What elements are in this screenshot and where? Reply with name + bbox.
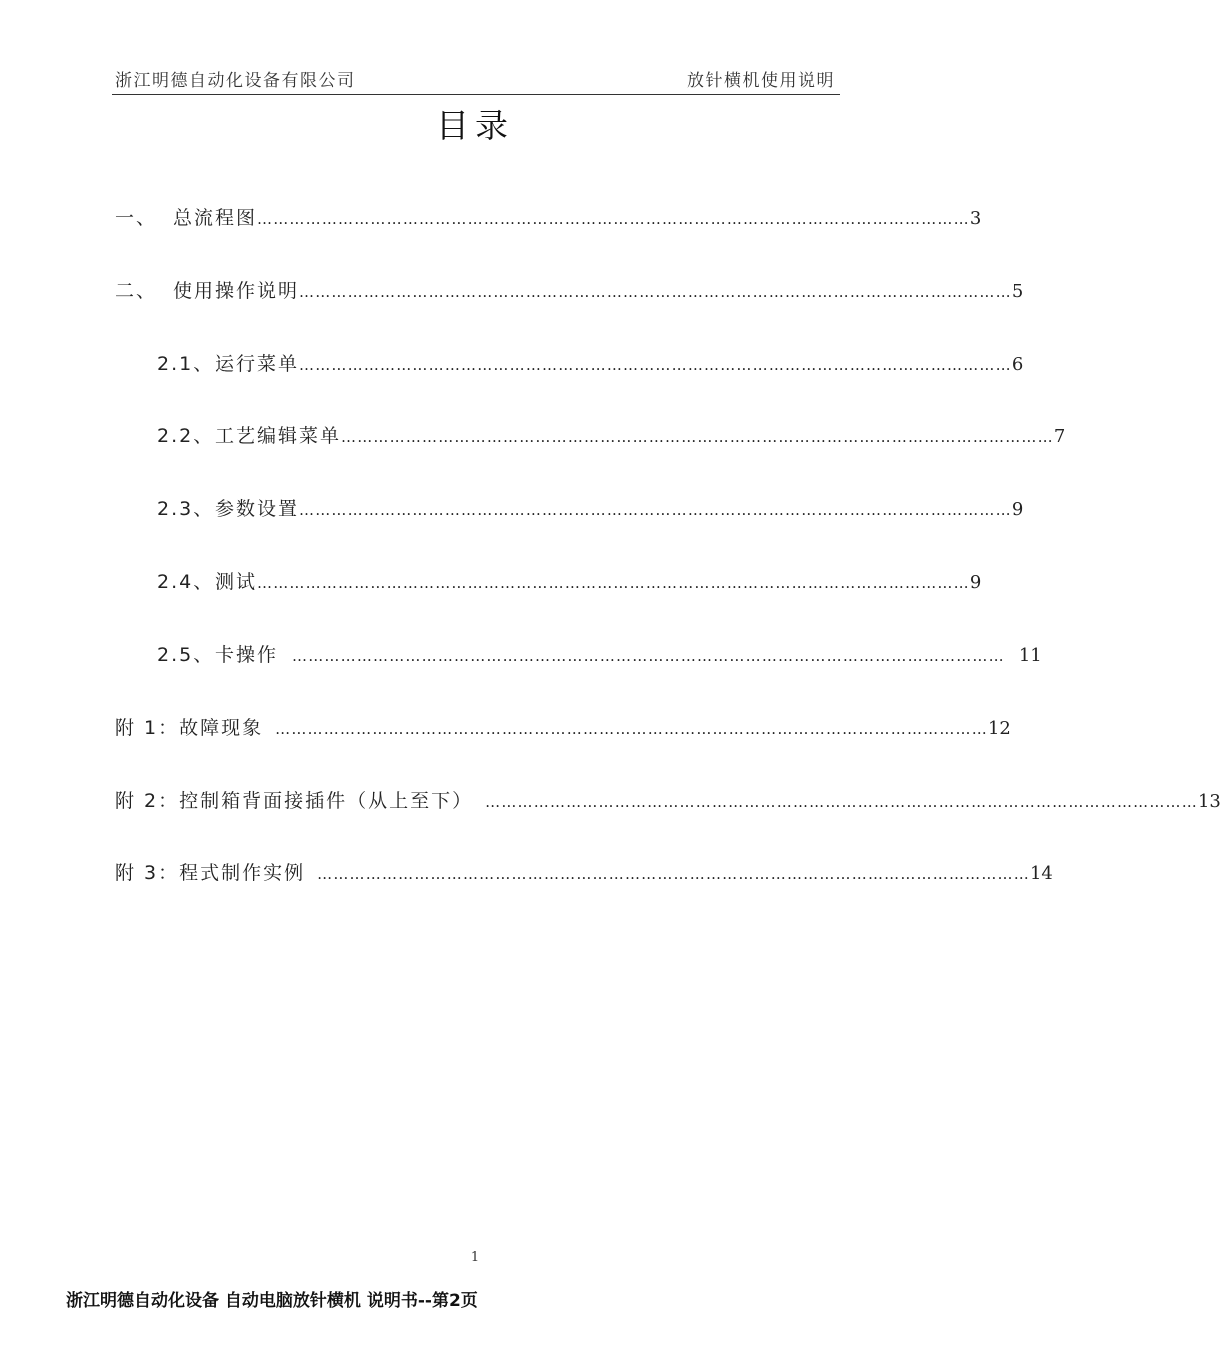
toc-entry-label: 工艺编辑菜单 — [215, 425, 342, 447]
toc-leader-dots: …………………………………………………………………………………………………………………… — [257, 210, 970, 228]
toc-entry[interactable] — [157, 349, 1024, 377]
toc-entry-number: 2.3、 — [157, 498, 215, 520]
toc-leader-dots: …………………………………………………………………………………………………………………… — [299, 356, 1012, 374]
toc-entry-page: 5 — [1011, 281, 1024, 302]
toc-entry[interactable] — [115, 786, 1221, 814]
toc-entry-label: 附 1：故障现象 — [115, 717, 264, 739]
toc-entry-label: 运行菜单 — [215, 353, 300, 375]
header-company: 浙江明德自动化设备有限公司 — [115, 71, 356, 91]
toc-entry-page: 9 — [1011, 499, 1024, 520]
toc-entry-page: 11 — [1018, 645, 1042, 666]
toc-entry-label: 使用操作说明 — [173, 280, 300, 302]
toc-leader-dots: …………………………………………………………………………………………………………………… — [299, 501, 1012, 519]
toc-entry[interactable] — [157, 640, 1042, 668]
toc-entry-label: 测试 — [215, 571, 258, 593]
page-title: 目录 — [436, 106, 514, 145]
header-doc-title: 放针横机使用说明 — [687, 71, 835, 91]
toc-leader-dots: …………………………………………………………………………………………………………………… — [275, 720, 988, 738]
toc-entry[interactable] — [157, 567, 982, 595]
toc-entry-number: 二、 — [115, 280, 158, 302]
toc-leader-dots: …………………………………………………………………………………………………………………… — [257, 574, 970, 592]
toc-entry[interactable] — [115, 858, 1053, 886]
toc-entry-page: 13 — [1197, 791, 1221, 812]
toc-entry-label: 附 2：控制箱背面接插件（从上至下） — [115, 790, 474, 812]
toc-entry-page: 3 — [969, 208, 982, 229]
page-number: 1 — [470, 1250, 480, 1265]
toc-leader-dots: …………………………………………………………………………………………………………………… — [292, 647, 1005, 665]
toc-leader-dots: …………………………………………………………………………………………………………………… — [341, 428, 1054, 446]
toc-leader-dots: …………………………………………………………………………………………………………………… — [317, 865, 1030, 883]
toc-entry-label: 参数设置 — [215, 498, 300, 520]
toc-entry-page: 7 — [1053, 426, 1066, 447]
toc-entry[interactable] — [115, 203, 982, 231]
footer-caption: 浙江明德自动化设备 自动电脑放针横机 说明书--第2页 — [66, 1291, 478, 1311]
toc-entry-number: 2.4、 — [157, 571, 215, 593]
toc-entry-number: 2.2、 — [157, 425, 215, 447]
header-rule — [112, 94, 840, 95]
toc-entry[interactable] — [115, 276, 1024, 304]
toc-entry[interactable] — [115, 713, 1011, 741]
toc-entry[interactable] — [157, 421, 1066, 449]
toc-entry-number: 2.1、 — [157, 353, 215, 375]
toc-leader-dots: …………………………………………………………………………………………………………………… — [299, 283, 1012, 301]
toc-entry-label: 附 3：程式制作实例 — [115, 862, 306, 884]
toc-leader-dots: …………………………………………………………………………………………………………………… — [485, 793, 1198, 811]
toc-entry[interactable] — [157, 494, 1024, 522]
toc-entry-label: 卡操作 — [215, 644, 279, 666]
toc-entry-number: 一、 — [115, 207, 158, 229]
toc-entry-page: 6 — [1011, 354, 1024, 375]
toc-entry-page: 9 — [969, 572, 982, 593]
toc-entry-label: 总流程图 — [173, 207, 258, 229]
toc-entry-page: 12 — [987, 718, 1011, 739]
toc-entry-page: 14 — [1029, 863, 1053, 884]
toc-entry-number: 2.5、 — [157, 644, 215, 666]
